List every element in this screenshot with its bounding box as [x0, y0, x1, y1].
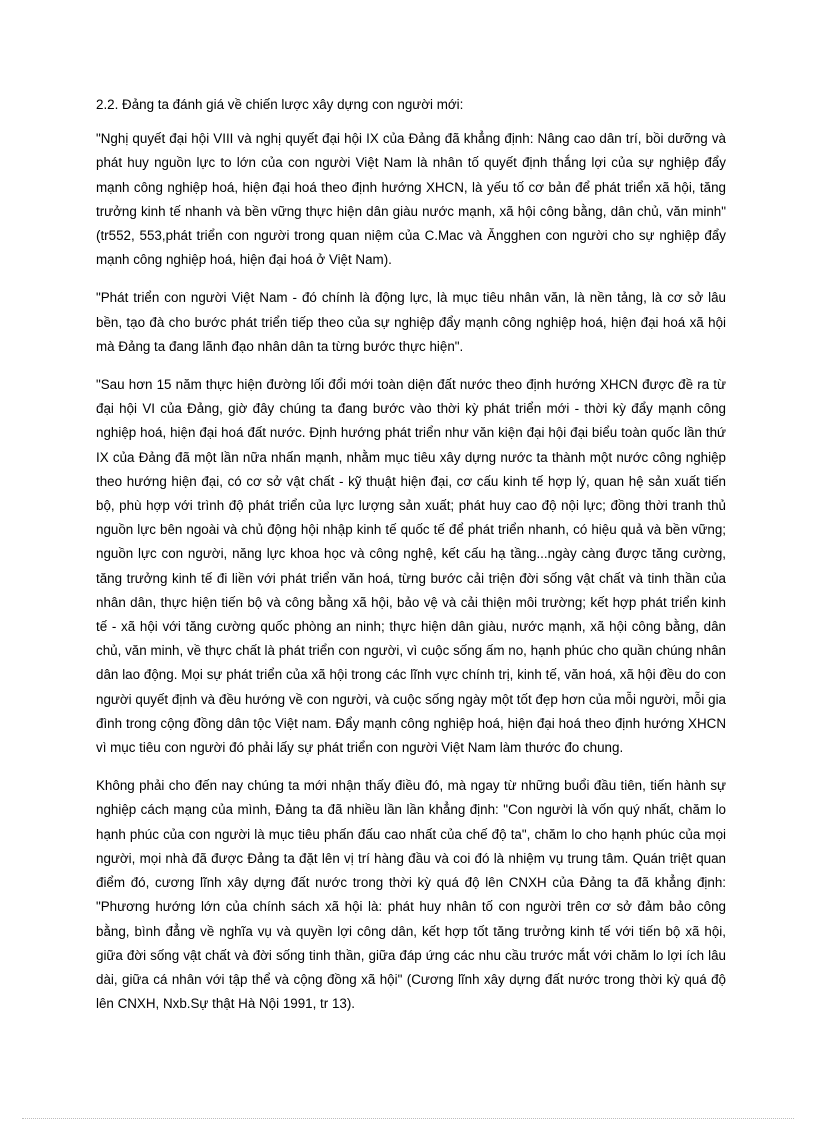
document-page: [96, 93, 726, 1030]
paragraph-3: "Sau hơn 15 năm thực hiện đường lối đổi mới toàn diện đất nước theo định hướng XHCN được đề ra từ đại hội VI của Đảng, giờ đây chúng ta đang bước vào thời kỳ phát triển mới - thời kỳ đẩy mạnh công nghiệp hoá, hiện đại hoá đất nước. Định hướng phát triển như văn kiện đại hội đại biểu toàn quốc lần thứ IX của Đảng đã một lần nữa nhấn mạnh, nhằm mục tiêu xây dựng nước ta thành một nước công nghiệp theo hướng hiện đại, có cơ sở vật chất - kỹ thuật hiện đại, cơ cấu kinh tế hợp lý, quan hệ sản xuất tiến bộ, phù hợp với trình độ phát triển của lực lượng sản xuất; phát huy cao độ nội lực; đồng thời tranh thủ nguồn lực bên ngoài và chủ động hội nhập kinh tế quốc tế để phát triển nhanh, có hiệu quả và bền vững; nguồn lực con người, năng lực khoa học và công nghệ, kết cấu hạ tầng...ngày càng được tăng cường, tăng trưởng kinh tế đi liền với phát triển văn hoá, từng bước cải triện đời sống vật chất và tinh thần của nhân dân, thực hiện tiến bộ và công bằng xã hội, bảo vệ và cải thiện môi trường; kết hợp phát triển kinh tế - xã hội với tăng cường quốc phòng an ninh; thực hiện dân giàu, nước mạnh, xã hội công bằng, dân chủ, văn minh, về thực chất là phát triển con người, vì cuộc sống ấm no, hạnh phúc cho quần chúng nhân dân lao động. Mọi sự phát triển của xã hội trong các lĩnh vực chính trị, kinh tế, văn hoá, xã hội đều do con người quyết định và đều hướng về con người, và cuộc sống ngày một tốt đẹp hơn của mỗi người, mỗi gia đình trong cộng đồng dân tộc Việt nam. Đẩy mạnh công nghiệp hoá, hiện đại hoá theo định hướng XHCN vì mục tiêu con người đó phải lấy sự phát triển con người Việt Nam làm thước đo chung.: [96, 377, 726, 756]
paragraph-1: "Nghị quyết đại hội VIII và nghị quyết đại hội IX của Đảng đã khẳng định: Nâng cao dân trí, bồi dưỡng và phát huy nguồn lực to lớn của con người Việt Nam là nhân tố quyết định thắng lợi của sự nghiệp đẩy mạnh công nghiệp hoá, hiện đại hoá theo định hướng XHCN, là yếu tố cơ bản để phát triển xã hội, tăng trưởng kinh tế nhanh và bền vững thực hiện dân giàu nước mạnh, xã hội công bằng, dân chủ, văn minh" (tr552, 553,phát triển con người trong quan niệm của C.Mac và Ăngghen con người cho sự nghiệp đẩy mạnh công nghiệp hoá, hiện đại hoá ở Việt Nam).: [96, 131, 726, 268]
page-bottom-divider: [22, 1118, 794, 1119]
section-heading: 2.2. Đảng ta đánh giá về chiến lược xây dựng con người mới:: [96, 97, 464, 112]
paragraph-2: "Phát triển con người Việt Nam - đó chính là động lực, là mục tiêu nhân văn, là nền tảng, là cơ sở lâu bền, tạo đà cho bước phát triển tiếp theo của sự nghiệp đẩy mạnh công nghiệp hoá, hiện đại hoá xã hội mà Đảng ta đang lãnh đạo nhân dân ta từng bước thực hiện".: [96, 290, 726, 354]
paragraph-4: Không phải cho đến nay chúng ta mới nhận thấy điều đó, mà ngay từ những buổi đầu tiên, tiến hành sự nghiệp cách mạng của mình, Đảng ta đã nhiều lần lần khẳng định: "Con người là vốn quý nhất, chăm lo hạnh phúc của con người là mục tiêu phấn đấu cao nhất của chế độ ta", chăm lo cho hạnh phúc của mọi người, mọi nhà đã được Đảng ta đặt lên vị trí hàng đầu và coi đó là nhiệm vụ trung tâm. Quán triệt quan điểm đó, cương lĩnh xây dựng đất nước trong thời kỳ quá độ lên CNXH của Đảng ta đã khẳng định: "Phương hướng lớn của chính sách xã hội là: phát huy nhân tố con người trên cơ sở đảm bảo công bằng, bình đẳng về nghĩa vụ và quyền lợi công dân, kết hợp tốt tăng trưởng kinh tế với tiến bộ xã hội, giữa đời sống vật chất và đời sống tinh thần, giữa đáp ứng các nhu cầu trước mắt với chăm lo lợi ích lâu dài, giữa cá nhân với tập thể và cộng đồng xã hội" (Cương lĩnh xây dựng đất nước trong thời kỳ quá độ lên CNXH, Nxb.Sự thật Hà Nội 1991, tr 13).: [96, 778, 726, 1012]
